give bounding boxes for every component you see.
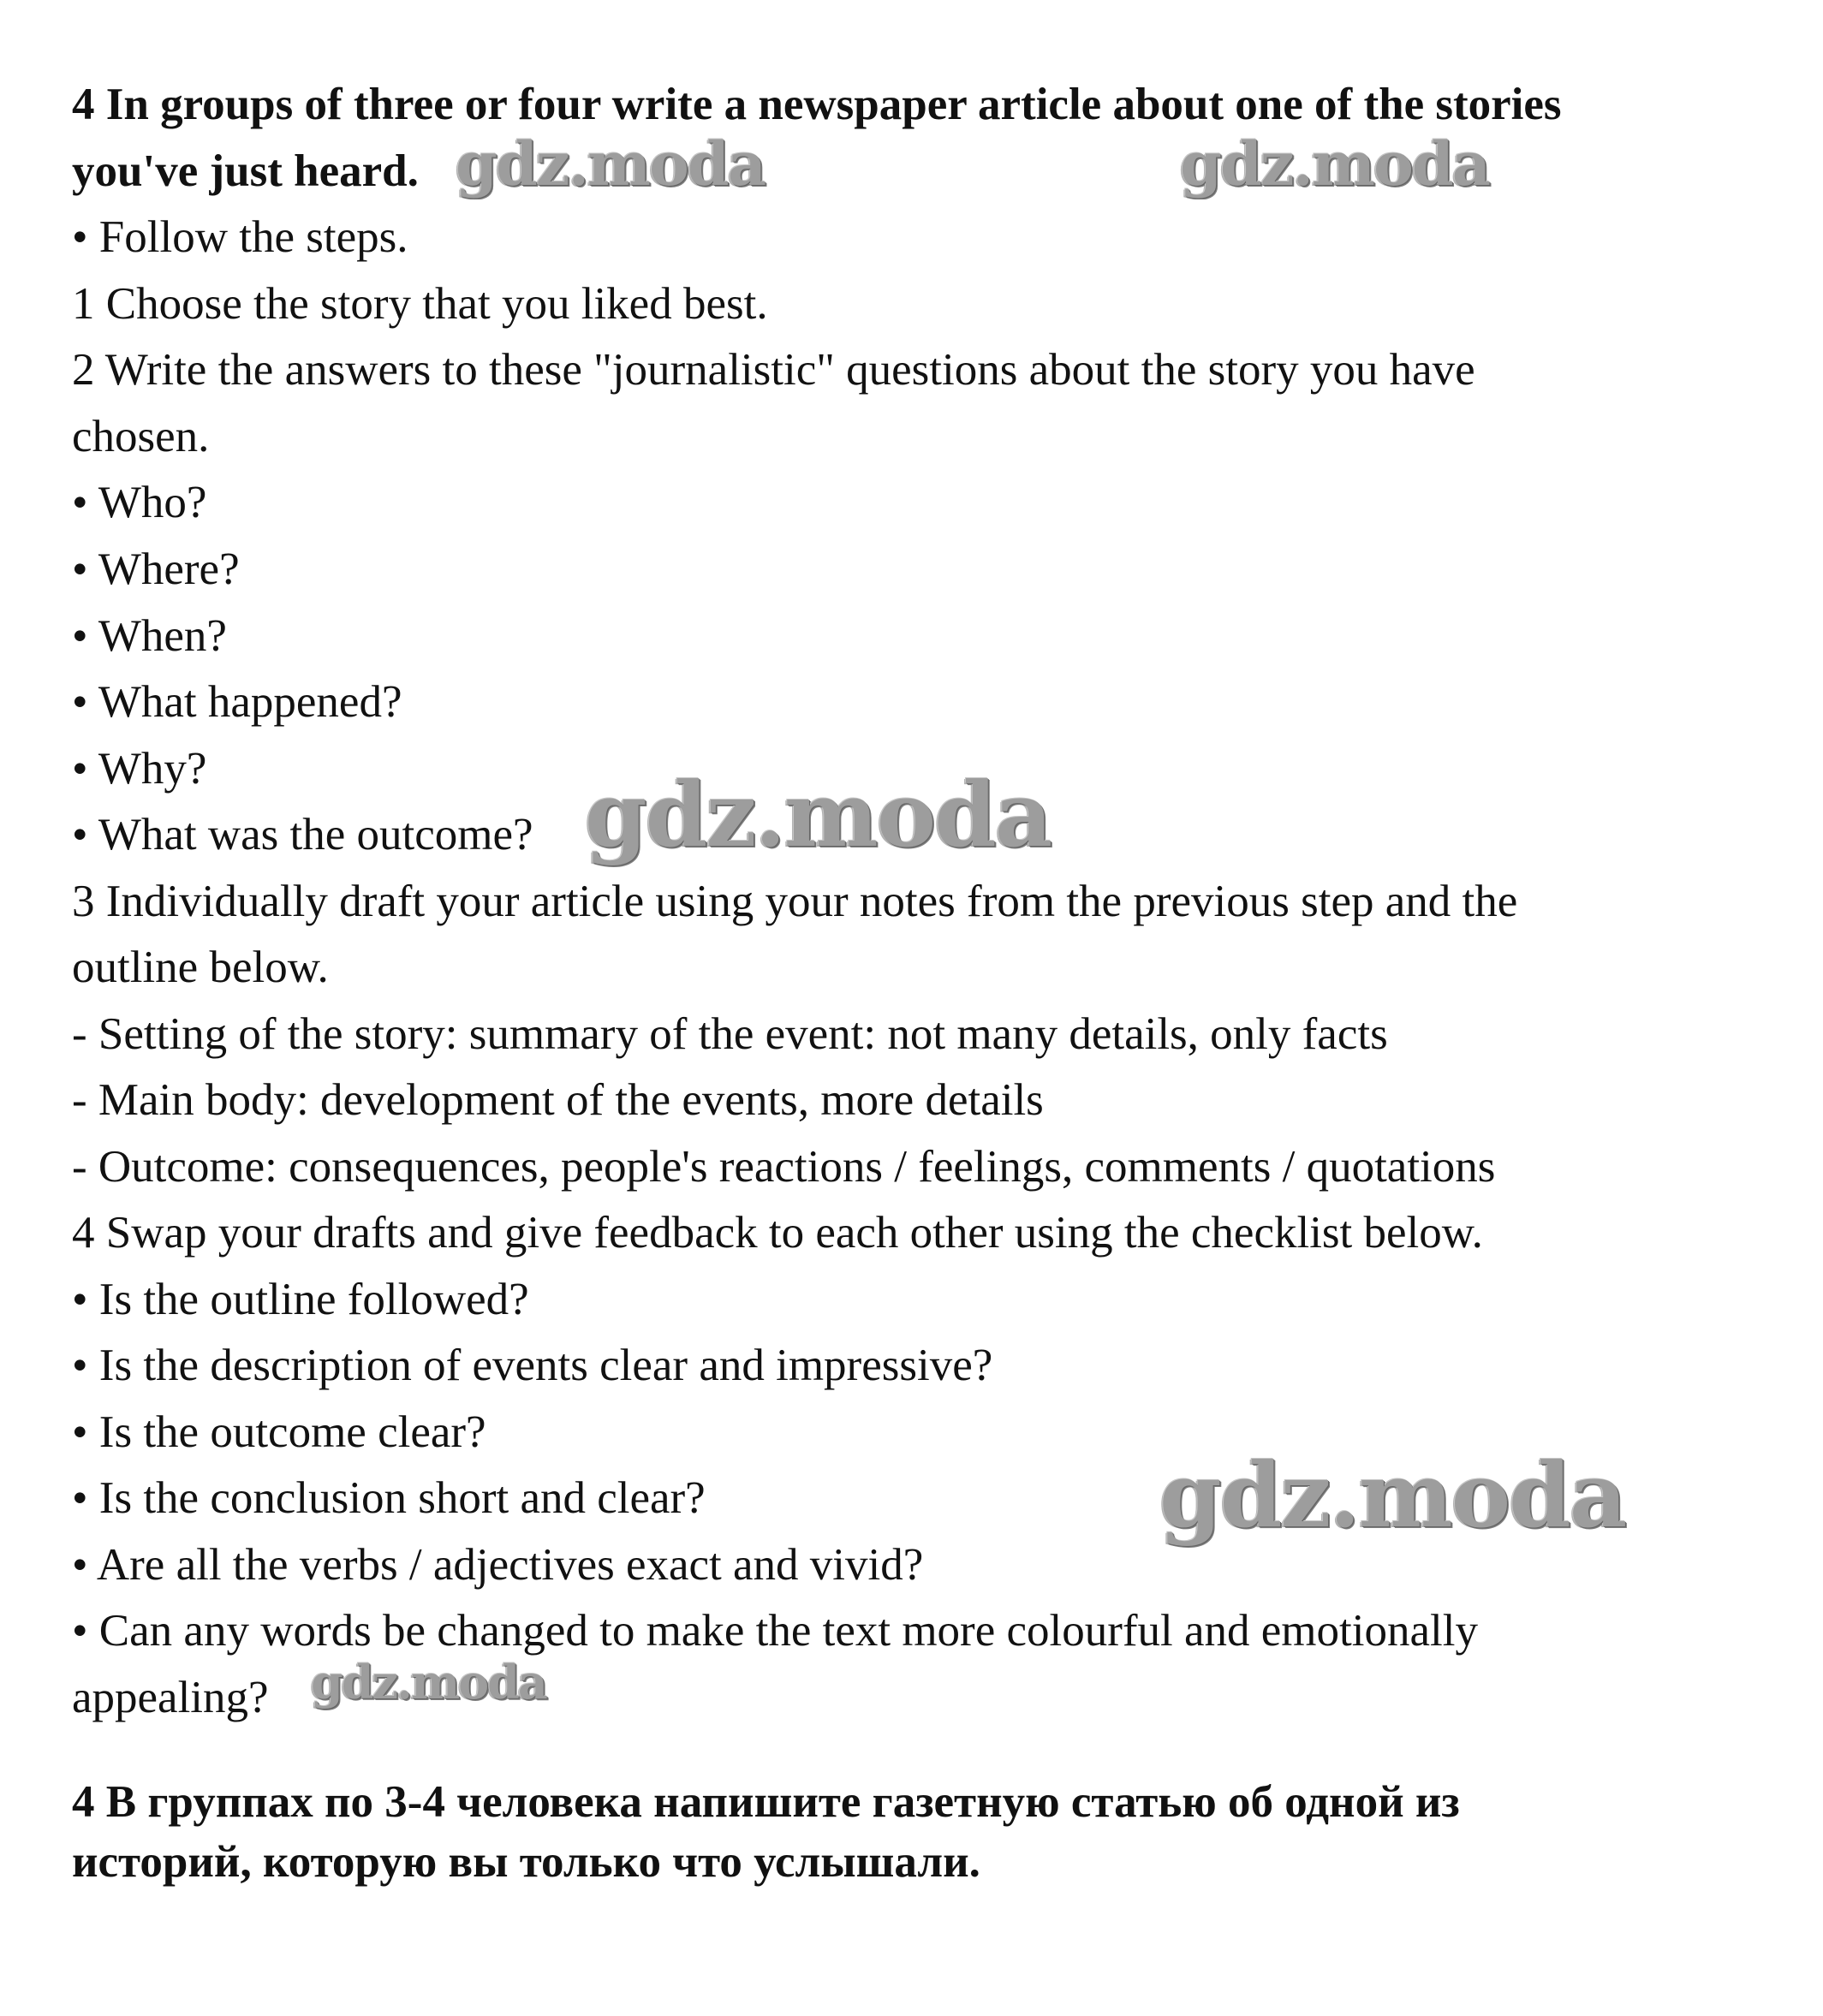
text-line: - Setting of the story: summary of the event: not many details, only facts	[72, 1009, 1388, 1059]
text-line: • Can any words be changed to make the text more colourful and emotionally	[72, 1606, 1478, 1656]
watermark: gdz.moda	[456, 128, 766, 199]
task-heading-line-1: 4 In groups of three or four write a newspaper article about one of the stories	[72, 80, 1562, 129]
text-line: - Outcome: consequences, people's reactions / feelings, comments / quotations	[72, 1142, 1496, 1192]
watermark: gdz.moda	[311, 1655, 546, 1710]
text-line: • Who?	[72, 478, 207, 527]
text-line: outline below.	[72, 943, 329, 992]
watermark: gdz.moda	[1159, 1442, 1626, 1548]
text-line: 3 Individually draft your article using your notes from the previous step and the	[72, 877, 1518, 926]
text-line: • When?	[72, 611, 227, 661]
text-line: • Is the description of events clear and impressive?	[72, 1341, 993, 1390]
watermark: gdz.moda	[1180, 128, 1490, 199]
watermark: gdz.moda	[585, 762, 1052, 867]
text-line: 2 Write the answers to these "journalistic" questions about the story you have	[72, 345, 1475, 395]
text-line: • Is the conclusion short and clear?	[72, 1473, 706, 1523]
text-line: • Why?	[72, 744, 207, 794]
task-heading-line-2: you've just heard.	[72, 146, 419, 196]
text-line: 1 Choose the story that you liked best.	[72, 279, 768, 329]
text-line: • Follow the steps.	[72, 212, 408, 262]
translation-line-1: 4 В группах по 3-4 человека напишите газетную статью об одной из	[72, 1777, 1460, 1827]
text-line: • Are all the verbs / adjectives exact and vivid?	[72, 1540, 924, 1590]
text-line: • What was the outcome?	[72, 810, 533, 859]
text-line: 4 Swap your drafts and give feedback to each other using the checklist below.	[72, 1208, 1483, 1258]
text-line: • Where?	[72, 544, 240, 594]
text-line: • Is the outcome clear?	[72, 1407, 486, 1457]
text-line: - Main body: development of the events, more details	[72, 1075, 1044, 1125]
text-line: appealing?	[72, 1673, 269, 1722]
text-line: chosen.	[72, 412, 210, 461]
text-line: • Is the outline followed?	[72, 1275, 529, 1324]
text-line: • What happened?	[72, 677, 402, 727]
translation-line-2: историй, которую вы только что услышали.	[72, 1837, 980, 1887]
